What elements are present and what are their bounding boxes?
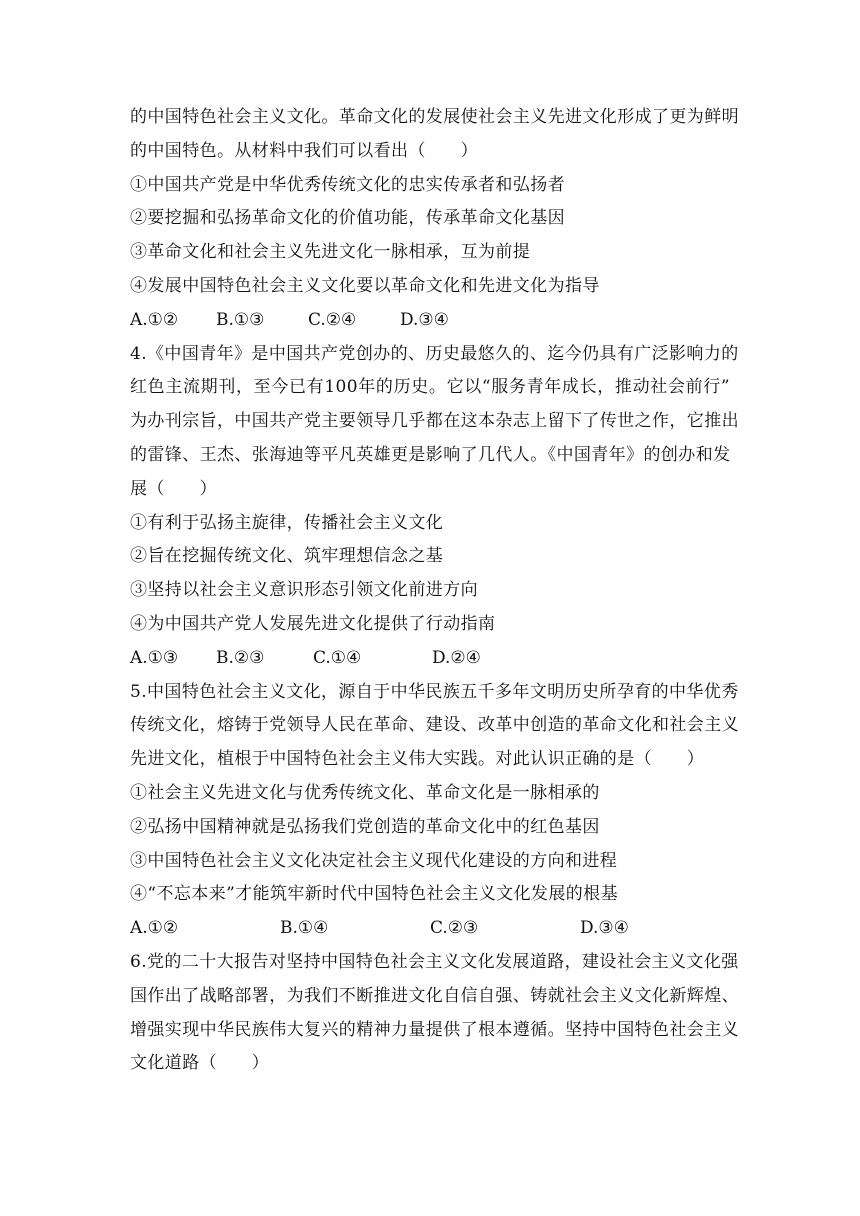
q4-option-c[interactable]: C.①④ — [313, 647, 362, 668]
q3-statement-1: ①中国共产党是中华优秀传统文化的忠实传承者和弘扬者 — [130, 174, 565, 195]
q4-stem-line-1: 4.《中国青年》是中国共产党创办的、历史最悠久的、迄今仍具有广泛影响力的 — [130, 343, 739, 364]
q6-stem-line-1: 6.党的二十大报告对坚持中国特色社会主义文化发展道路，建设社会主义文化强 — [130, 951, 739, 972]
q3-stem-line-1: 的中国特色社会主义文化。革命文化的发展使社会主义先进文化形成了更为鲜明 — [130, 107, 739, 127]
q3-option-c[interactable]: C.②④ — [308, 309, 357, 330]
q4-option-a[interactable]: A.①③ — [130, 647, 179, 668]
q6-stem-line-4: 文化道路（ ） — [130, 1053, 270, 1074]
q3-statement-2: ②要挖掘和弘扬革命文化的价值功能，传承革命文化基因 — [130, 208, 565, 229]
q3-stem-line-2: 的中国特色。从材料中我们可以看出（ ） — [130, 140, 478, 161]
q3-option-b[interactable]: B.①③ — [216, 309, 265, 330]
question-5 — [130, 676, 739, 946]
q5-statement-3: ③中国特色社会主义文化决定社会主义现代化建设的方向和进程 — [130, 850, 618, 871]
question-3 — [130, 101, 739, 338]
q5-options — [130, 912, 730, 946]
q4-options — [130, 642, 730, 676]
q5-option-c[interactable]: C.②③ — [430, 918, 479, 939]
q3-statement-3: ③革命文化和社会主义先进文化一脉相承，互为前提 — [130, 242, 531, 263]
q5-option-d[interactable]: D.③④ — [580, 918, 629, 939]
q4-statement-4: ④为中国共产党人发展先进文化提供了行动指南 — [130, 613, 496, 634]
q3-option-d[interactable]: D.③④ — [400, 309, 449, 330]
q6-stem-line-2: 国作出了战略部署，为我们不断推进文化自信自强、铸就社会主义文化新辉煌、 — [130, 985, 739, 1006]
q4-statement-2: ②旨在挖掘传统文化、筑牢理想信念之基 — [130, 546, 444, 567]
question-6 — [130, 946, 739, 1081]
q3-option-a[interactable]: A.①② — [130, 309, 179, 330]
q4-stem-line-4: 的雷锋、王杰、张海迪等平凡英雄更是影响了几代人。《中国青年》的创办和发 — [130, 444, 731, 465]
document-page — [130, 101, 739, 1081]
q5-stem-line-2: 传统文化，熔铸于党领导人民在革命、建设、改革中创造的革命文化和社会主义 — [130, 715, 739, 736]
q5-stem-line-1: 5.中国特色社会主义文化，源自于中华民族五千多年文明历史所孕育的中华优秀 — [130, 681, 739, 702]
q4-stem-line-2: 红色主流期刊，至今已有100年的历史。它以“服务青年成长，推动社会前行” — [130, 377, 730, 398]
question-4 — [130, 338, 739, 676]
q5-option-a[interactable]: A.①② — [130, 918, 179, 939]
q5-statement-2: ②弘扬中国精神就是弘扬我们党创造的革命文化中的红色基因 — [130, 816, 600, 837]
q3-options — [130, 304, 730, 338]
q5-statement-4: ④“不忘本来”才能筑牢新时代中国特色社会主义文化发展的根基 — [130, 884, 618, 905]
q4-stem-line-5: 展（ ） — [130, 478, 217, 499]
q4-statement-3: ③坚持以社会主义意识形态引领文化前进方向 — [130, 580, 478, 601]
q3-statement-4: ④发展中国特色社会主义文化要以革命文化和先进文化为指导 — [130, 275, 600, 296]
q5-statement-1: ①社会主义先进文化与优秀传统文化、革命文化是一脉相承的 — [130, 782, 600, 803]
q5-stem-line-3: 先进文化，植根于中国特色社会主义伟大实践。对此认识正确的是（ ） — [130, 749, 705, 770]
q4-option-b[interactable]: B.②③ — [216, 647, 265, 668]
q5-option-b[interactable]: B.①④ — [280, 918, 329, 939]
q4-option-d[interactable]: D.②④ — [432, 647, 481, 668]
q4-stem-line-3: 为办刊宗旨，中国共产党主要领导几乎都在这本杂志上留下了传世之作，它推出 — [130, 411, 739, 432]
q6-stem-line-3: 增强实现中华民族伟大复兴的精神力量提供了根本遵循。坚持中国特色社会主义 — [130, 1019, 739, 1040]
q4-statement-1: ①有利于弘扬主旋律，传播社会主义文化 — [130, 512, 444, 533]
